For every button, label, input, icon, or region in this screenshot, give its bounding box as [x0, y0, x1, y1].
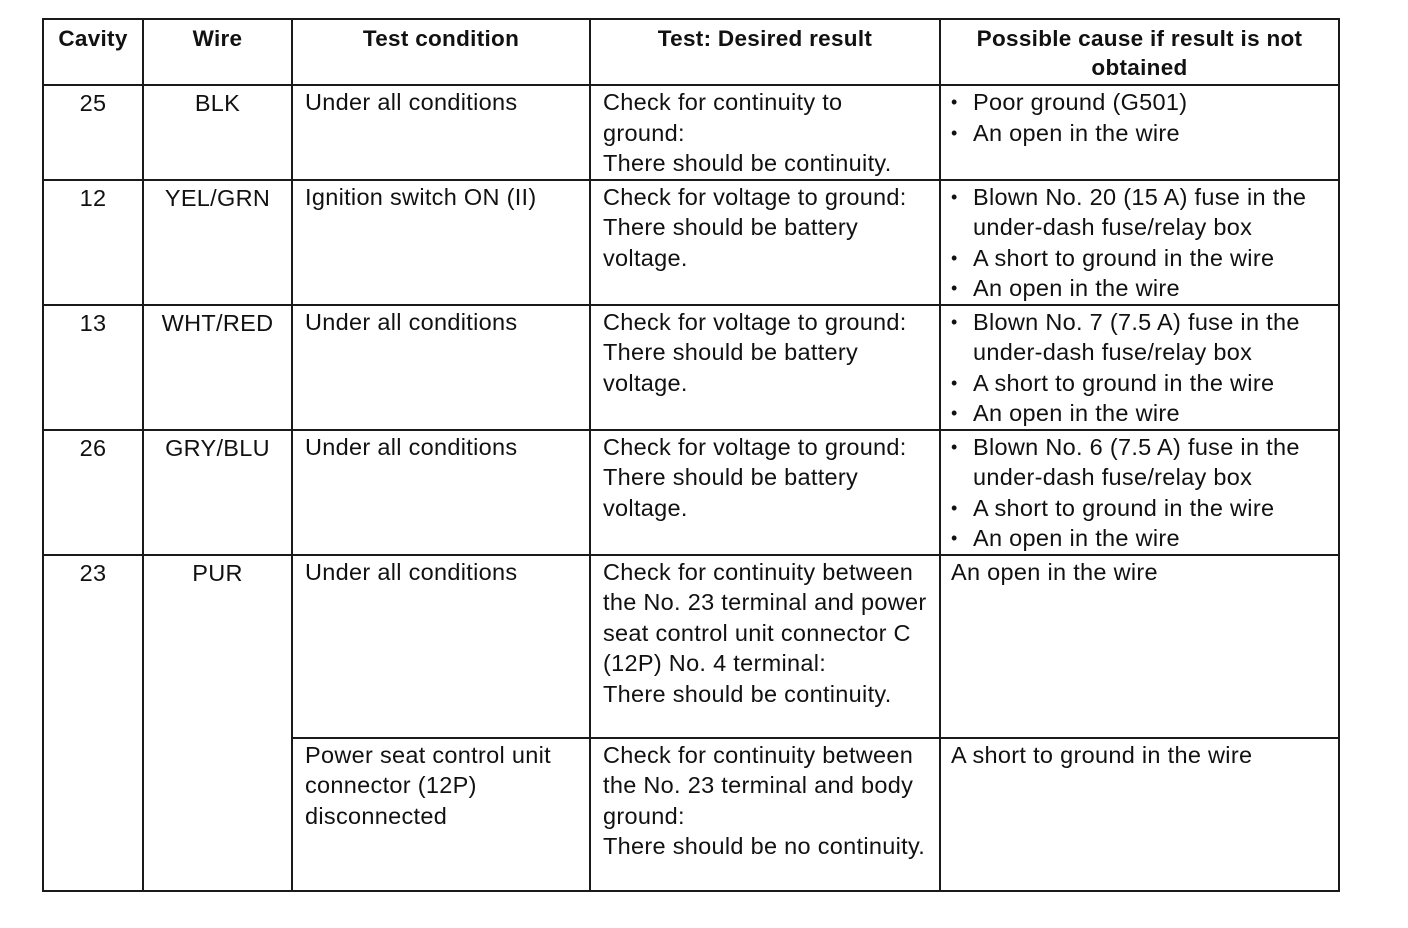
result-instruction: Check for voltage to ground:	[603, 183, 907, 210]
wire-cell: YEL/GRN	[143, 180, 292, 305]
cause-item: • Blown No. 20 (15 A) fuse in the under-dash fuse/relay box	[951, 182, 1330, 243]
cause-list	[951, 182, 1330, 304]
cavity-cell: 23	[43, 555, 143, 891]
desired-result-cell	[590, 555, 940, 738]
possible-cause-cell	[940, 85, 1339, 180]
header-desired-result: Test: Desired result	[590, 19, 940, 85]
cavity-cell: 12	[43, 180, 143, 305]
possible-cause-cell	[940, 305, 1339, 430]
test-condition-cell: Under all conditions	[292, 305, 590, 430]
desired-result-cell	[590, 180, 940, 305]
cavity-cell: 25	[43, 85, 143, 180]
wire-cell: GRY/BLU	[143, 430, 292, 555]
header-test-condition: Test condition	[292, 19, 590, 85]
result-expectation: There should be continuity.	[603, 150, 892, 176]
wire-cell: WHT/RED	[143, 305, 292, 430]
table-row	[43, 85, 1339, 180]
test-condition-cell: Power seat control unit connector (12P) disconnected	[292, 738, 590, 891]
cause-item: • Blown No. 6 (7.5 A) fuse in the under-dash fuse/relay box	[951, 432, 1330, 493]
result-expectation: There should be battery voltage.	[603, 464, 859, 521]
table-row	[43, 555, 1339, 738]
connector-test-table	[42, 18, 1340, 892]
cause-item: • A short to ground in the wire	[951, 243, 1330, 274]
cavity-cell: 13	[43, 305, 143, 430]
result-instruction: Check for voltage to ground:	[603, 433, 907, 460]
cause-item: • An open in the wire	[951, 523, 1330, 554]
test-condition-cell: Under all conditions	[292, 85, 590, 180]
cavity-cell: 26	[43, 430, 143, 555]
cause-item: • Blown No. 7 (7.5 A) fuse in the under-dash fuse/relay box	[951, 307, 1330, 368]
table-row	[43, 180, 1339, 305]
result-expectation: There should be continuity.	[603, 680, 892, 707]
table-row	[43, 305, 1339, 430]
result-instruction: Check for continuity between the No. 23 terminal and power seat control unit connector C (12P) No. 4 terminal:	[603, 558, 927, 676]
wire-cell: BLK	[143, 85, 292, 180]
cause-item: • A short to ground in the wire	[951, 368, 1330, 399]
desired-result-cell	[590, 85, 940, 180]
desired-result-cell	[590, 305, 940, 430]
desired-result-cell	[590, 738, 940, 891]
header-wire: Wire	[143, 19, 292, 85]
test-condition-cell: Under all conditions	[292, 555, 590, 738]
result-expectation: There should be battery voltage.	[603, 339, 859, 396]
result-expectation: There should be battery voltage.	[603, 214, 859, 271]
cause-list	[951, 87, 1330, 148]
test-condition-cell: Ignition switch ON (II)	[292, 180, 590, 305]
result-expectation: There should be no continuity.	[603, 833, 926, 859]
possible-cause-cell	[940, 180, 1339, 305]
cause-item: • An open in the wire	[951, 118, 1330, 149]
result-instruction: Check for continuity to ground:	[603, 89, 843, 146]
cause-item: • A short to ground in the wire	[951, 493, 1330, 524]
cause-item: • Poor ground (G501)	[951, 87, 1330, 118]
wire-cell: PUR	[143, 555, 292, 891]
test-condition-cell: Under all conditions	[292, 430, 590, 555]
possible-cause-cell: A short to ground in the wire	[940, 738, 1339, 891]
cause-list	[951, 307, 1330, 429]
result-instruction: Check for continuity between the No. 23 terminal and body ground:	[603, 741, 914, 829]
cause-list	[951, 432, 1330, 554]
possible-cause-cell	[940, 430, 1339, 555]
result-instruction: Check for voltage to ground:	[603, 308, 907, 335]
cause-item: • An open in the wire	[951, 398, 1330, 429]
header-row	[43, 19, 1339, 85]
possible-cause-cell: An open in the wire	[940, 555, 1339, 738]
header-possible-cause: Possible cause if result is not obtained	[940, 19, 1339, 85]
cause-item: • An open in the wire	[951, 273, 1330, 304]
table-row	[43, 430, 1339, 555]
header-cavity: Cavity	[43, 19, 143, 85]
desired-result-cell	[590, 430, 940, 555]
